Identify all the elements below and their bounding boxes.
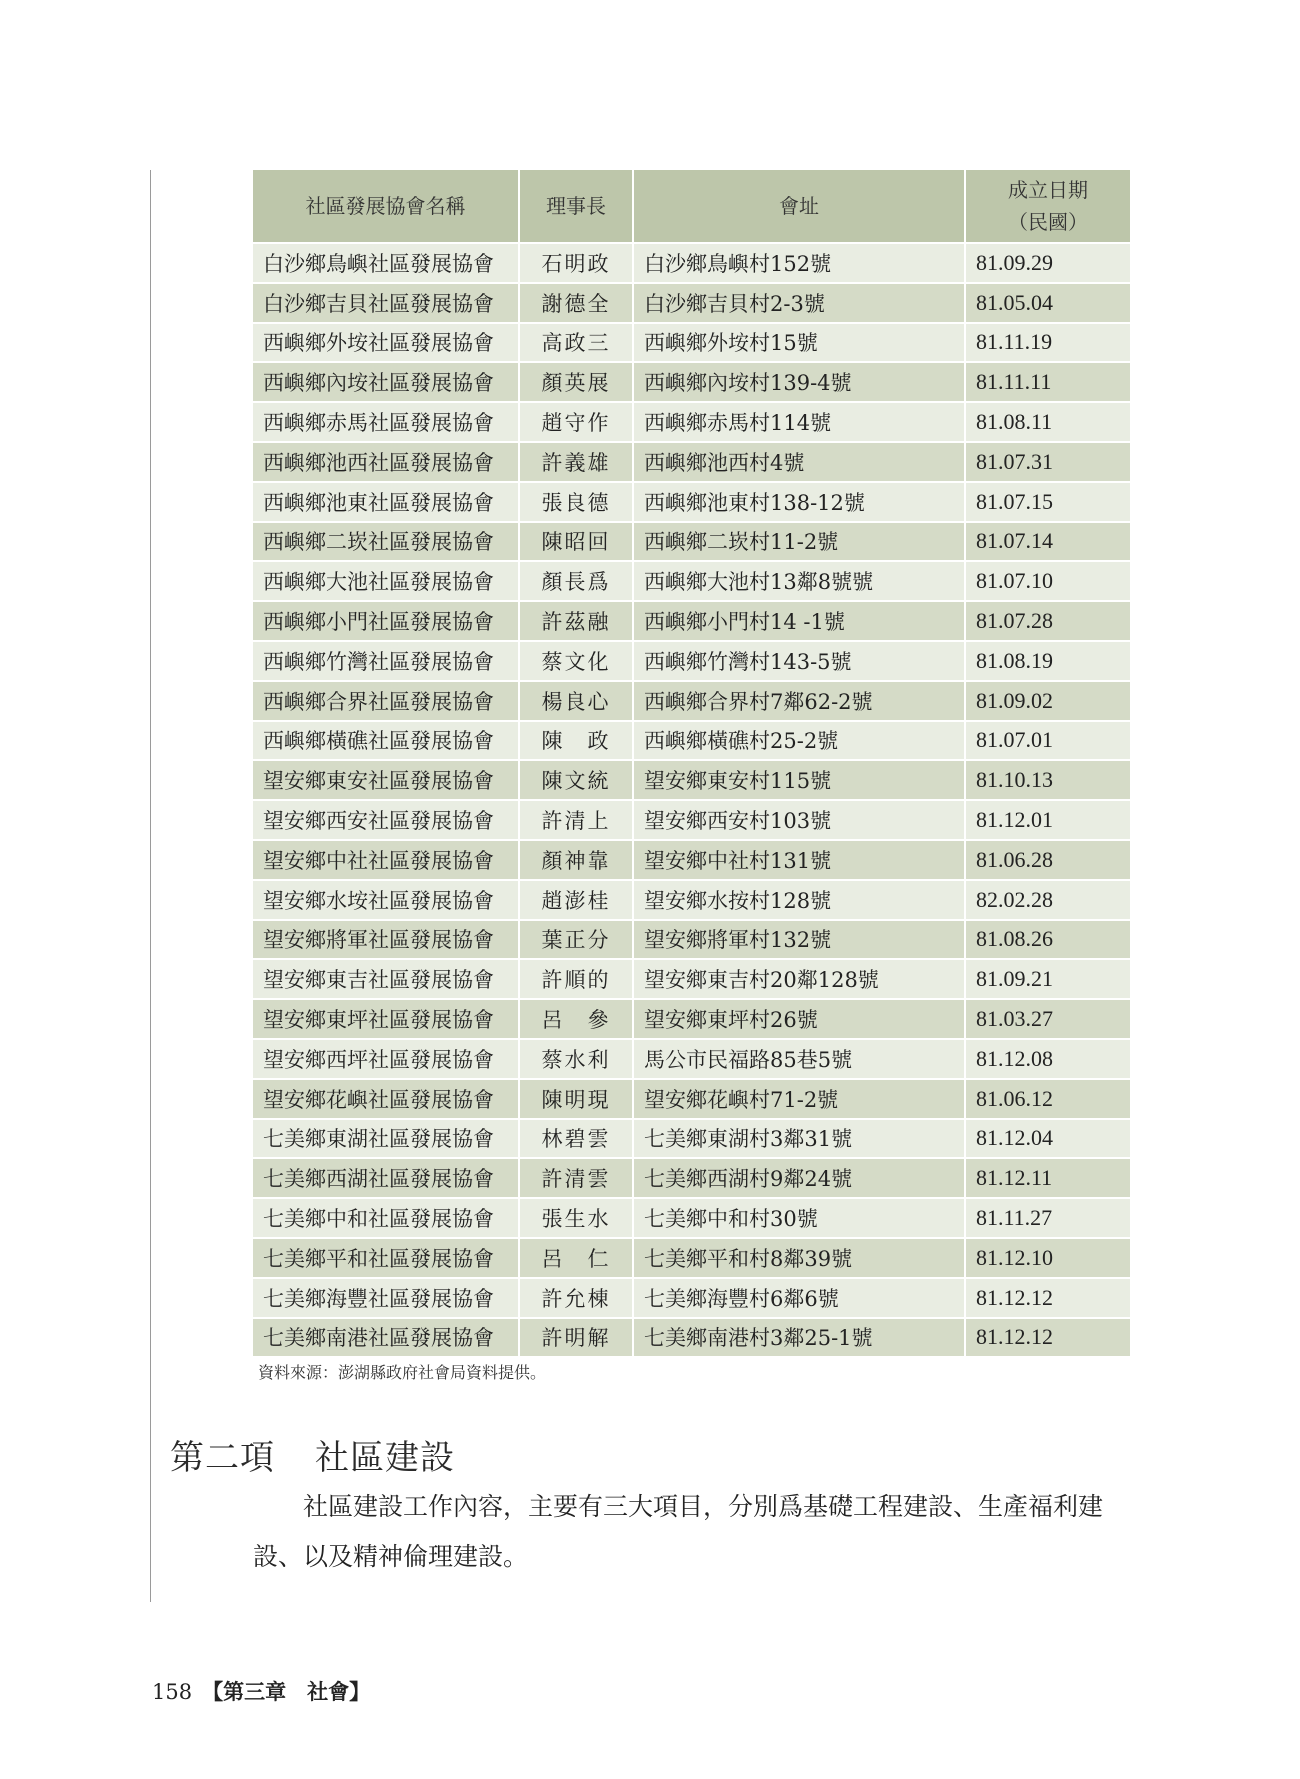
cell-name: 西嶼鄉大池社區發展協會 xyxy=(253,561,519,601)
cell-chairman: 蔡文化 xyxy=(519,641,633,681)
page-footer xyxy=(152,1676,370,1706)
table-row xyxy=(253,1318,1130,1357)
cell-chairman: 呂 參 xyxy=(519,999,633,1039)
body-paragraph xyxy=(253,1482,1133,1582)
cell-chairman: 石明政 xyxy=(519,243,633,283)
cell-chairman: 張良德 xyxy=(519,482,633,522)
cell-address: 望安鄉東吉村20鄰128號 xyxy=(633,959,965,999)
cell-address: 西嶼鄉池西村4號 xyxy=(633,442,965,482)
cell-date: 81.07.28 xyxy=(965,601,1130,641)
cell-address: 西嶼鄉池東村138-12號 xyxy=(633,482,965,522)
chapter-label: 【第三章 社會】 xyxy=(202,1679,371,1704)
cell-date: 81.08.26 xyxy=(965,920,1130,960)
table-row xyxy=(253,482,1130,522)
table-row xyxy=(253,681,1130,721)
source-note: 資料來源：澎湖縣政府社會局資料提供。 xyxy=(258,1363,547,1382)
cell-name: 望安鄉西安社區發展協會 xyxy=(253,800,519,840)
table-row xyxy=(253,1119,1130,1159)
cell-date: 81.12.12 xyxy=(965,1278,1130,1318)
cell-address: 西嶼鄉外垵村15號 xyxy=(633,323,965,363)
table-row xyxy=(253,880,1130,920)
cell-address: 望安鄉中社村131號 xyxy=(633,840,965,880)
cell-name: 西嶼鄉赤馬社區發展協會 xyxy=(253,402,519,442)
cell-chairman: 許順的 xyxy=(519,959,633,999)
table-row xyxy=(253,1198,1130,1238)
table-row xyxy=(253,840,1130,880)
cell-address: 七美鄉東湖村3鄰31號 xyxy=(633,1119,965,1159)
table-row xyxy=(253,800,1130,840)
table-body xyxy=(253,243,1130,1356)
cell-name: 望安鄉東吉社區發展協會 xyxy=(253,959,519,999)
cell-name: 西嶼鄉小門社區發展協會 xyxy=(253,601,519,641)
cell-chairman: 顏神靠 xyxy=(519,840,633,880)
section-number: 第二項 xyxy=(170,1438,275,1478)
cell-address: 望安鄉東坪村26號 xyxy=(633,999,965,1039)
cell-address: 白沙鄉鳥嶼村152號 xyxy=(633,243,965,283)
cell-name: 白沙鄉鳥嶼社區發展協會 xyxy=(253,243,519,283)
header-address: 會址 xyxy=(633,170,965,243)
paragraph-text: 社區建設工作內容，主要有三大項目，分別爲基礎工程建設、生產福利建設、以及精神倫理建設。 xyxy=(253,1492,1104,1571)
table-header-row xyxy=(253,170,1130,243)
cell-date: 81.12.11 xyxy=(965,1158,1130,1198)
cell-name: 望安鄉中社社區發展協會 xyxy=(253,840,519,880)
cell-name: 七美鄉海豐社區發展協會 xyxy=(253,1278,519,1318)
cell-date: 81.03.27 xyxy=(965,999,1130,1039)
cell-chairman: 謝德全 xyxy=(519,283,633,323)
cell-name: 西嶼鄉池東社區發展協會 xyxy=(253,482,519,522)
cell-name: 西嶼鄉橫礁社區發展協會 xyxy=(253,721,519,761)
header-chairman: 理事長 xyxy=(519,170,633,243)
cell-date: 81.09.02 xyxy=(965,681,1130,721)
cell-address: 七美鄉南港村3鄰25-1號 xyxy=(633,1318,965,1357)
cell-chairman: 顏英展 xyxy=(519,362,633,402)
table-row xyxy=(253,283,1130,323)
cell-date: 81.12.01 xyxy=(965,800,1130,840)
cell-chairman: 趙澎桂 xyxy=(519,880,633,920)
cell-address: 七美鄉海豐村6鄰6號 xyxy=(633,1278,965,1318)
table-row xyxy=(253,760,1130,800)
cell-name: 白沙鄉吉貝社區發展協會 xyxy=(253,283,519,323)
cell-name: 西嶼鄉內垵社區發展協會 xyxy=(253,362,519,402)
cell-name: 望安鄉西坪社區發展協會 xyxy=(253,1039,519,1079)
cell-name: 西嶼鄉合界社區發展協會 xyxy=(253,681,519,721)
cell-address: 西嶼鄉二崁村11-2號 xyxy=(633,522,965,562)
cell-address: 望安鄉水按村128號 xyxy=(633,880,965,920)
cell-name: 西嶼鄉外垵社區發展協會 xyxy=(253,323,519,363)
header-name: 社區發展協會名稱 xyxy=(253,170,519,243)
cell-date: 81.12.10 xyxy=(965,1238,1130,1278)
cell-name: 七美鄉西湖社區發展協會 xyxy=(253,1158,519,1198)
cell-name: 西嶼鄉竹灣社區發展協會 xyxy=(253,641,519,681)
cell-chairman: 許義雄 xyxy=(519,442,633,482)
cell-address: 七美鄉西湖村9鄰24號 xyxy=(633,1158,965,1198)
cell-name: 七美鄉中和社區發展協會 xyxy=(253,1198,519,1238)
cell-chairman: 許清上 xyxy=(519,800,633,840)
table-row xyxy=(253,362,1130,402)
cell-name: 望安鄉花嶼社區發展協會 xyxy=(253,1079,519,1119)
table-row xyxy=(253,999,1130,1039)
cell-name: 西嶼鄉池西社區發展協會 xyxy=(253,442,519,482)
cell-date: 81.12.12 xyxy=(965,1318,1130,1357)
cell-address: 白沙鄉吉貝村2-3號 xyxy=(633,283,965,323)
cell-chairman: 林碧雲 xyxy=(519,1119,633,1159)
cell-chairman: 陳明現 xyxy=(519,1079,633,1119)
cell-date: 81.09.29 xyxy=(965,243,1130,283)
cell-name: 七美鄉東湖社區發展協會 xyxy=(253,1119,519,1159)
cell-name: 望安鄉水垵社區發展協會 xyxy=(253,880,519,920)
cell-chairman: 高政三 xyxy=(519,323,633,363)
table-row xyxy=(253,920,1130,960)
table-row xyxy=(253,561,1130,601)
header-date-line1: 成立日期 xyxy=(1008,178,1088,202)
table-row xyxy=(253,641,1130,681)
table-row xyxy=(253,1158,1130,1198)
cell-date: 81.07.15 xyxy=(965,482,1130,522)
cell-address: 西嶼鄉竹灣村143-5號 xyxy=(633,641,965,681)
cell-date: 81.11.27 xyxy=(965,1198,1130,1238)
cell-date: 81.08.11 xyxy=(965,402,1130,442)
cell-chairman: 陳文統 xyxy=(519,760,633,800)
cell-date: 81.11.11 xyxy=(965,362,1130,402)
cell-address: 望安鄉將軍村132號 xyxy=(633,920,965,960)
table-row xyxy=(253,1278,1130,1318)
cell-date: 81.06.28 xyxy=(965,840,1130,880)
cell-date: 81.05.04 xyxy=(965,283,1130,323)
table-row xyxy=(253,601,1130,641)
cell-chairman: 陳昭回 xyxy=(519,522,633,562)
cell-chairman: 蔡水利 xyxy=(519,1039,633,1079)
section-title: 社區建設 xyxy=(315,1438,455,1478)
cell-chairman: 許清雲 xyxy=(519,1158,633,1198)
cell-date: 81.08.19 xyxy=(965,641,1130,681)
cell-date: 81.11.19 xyxy=(965,323,1130,363)
table-row xyxy=(253,402,1130,442)
table-row xyxy=(253,522,1130,562)
cell-chairman: 葉正分 xyxy=(519,920,633,960)
page-number: 158 xyxy=(152,1680,193,1704)
cell-name: 七美鄉平和社區發展協會 xyxy=(253,1238,519,1278)
table-row xyxy=(253,721,1130,761)
cell-address: 望安鄉花嶼村71-2號 xyxy=(633,1079,965,1119)
cell-chairman: 趙守作 xyxy=(519,402,633,442)
cell-chairman: 楊良心 xyxy=(519,681,633,721)
table-row xyxy=(253,442,1130,482)
cell-chairman: 許允棟 xyxy=(519,1278,633,1318)
cell-name: 望安鄉東安社區發展協會 xyxy=(253,760,519,800)
table-row xyxy=(253,323,1130,363)
cell-date: 81.07.31 xyxy=(965,442,1130,482)
table-row xyxy=(253,1238,1130,1278)
header-date-line2: （民國） xyxy=(1008,210,1088,234)
table-row xyxy=(253,243,1130,283)
cell-chairman: 陳 政 xyxy=(519,721,633,761)
cell-chairman: 許茲融 xyxy=(519,601,633,641)
cell-address: 七美鄉中和村30號 xyxy=(633,1198,965,1238)
cell-address: 西嶼鄉橫礁村25-2號 xyxy=(633,721,965,761)
cell-chairman: 顏長爲 xyxy=(519,561,633,601)
header-founding-date xyxy=(965,170,1130,243)
cell-address: 西嶼鄉赤馬村114號 xyxy=(633,402,965,442)
cell-chairman: 張生水 xyxy=(519,1198,633,1238)
cell-chairman: 許明解 xyxy=(519,1318,633,1357)
cell-address: 馬公市民福路85巷5號 xyxy=(633,1039,965,1079)
cell-date: 81.09.21 xyxy=(965,959,1130,999)
cell-address: 望安鄉西安村103號 xyxy=(633,800,965,840)
table-row xyxy=(253,959,1130,999)
cell-date: 81.12.08 xyxy=(965,1039,1130,1079)
cell-address: 西嶼鄉合界村7鄰62-2號 xyxy=(633,681,965,721)
cell-chairman: 呂 仁 xyxy=(519,1238,633,1278)
table-row xyxy=(253,1079,1130,1119)
cell-address: 西嶼鄉小門村14 -1號 xyxy=(633,601,965,641)
cell-address: 西嶼鄉內垵村139-4號 xyxy=(633,362,965,402)
cell-date: 81.10.13 xyxy=(965,760,1130,800)
margin-rule xyxy=(150,170,151,1602)
table-row xyxy=(253,1039,1130,1079)
cell-name: 望安鄉將軍社區發展協會 xyxy=(253,920,519,960)
cell-name: 望安鄉東坪社區發展協會 xyxy=(253,999,519,1039)
cell-address: 望安鄉東安村115號 xyxy=(633,760,965,800)
section-heading xyxy=(170,1430,455,1479)
cell-address: 西嶼鄉大池村13鄰8號號 xyxy=(633,561,965,601)
cell-date: 82.02.28 xyxy=(965,880,1130,920)
cell-date: 81.07.14 xyxy=(965,522,1130,562)
community-association-table xyxy=(253,170,1130,1356)
cell-date: 81.07.01 xyxy=(965,721,1130,761)
cell-address: 七美鄉平和村8鄰39號 xyxy=(633,1238,965,1278)
cell-name: 七美鄉南港社區發展協會 xyxy=(253,1318,519,1357)
cell-date: 81.12.04 xyxy=(965,1119,1130,1159)
cell-date: 81.07.10 xyxy=(965,561,1130,601)
cell-name: 西嶼鄉二崁社區發展協會 xyxy=(253,522,519,562)
cell-date: 81.06.12 xyxy=(965,1079,1130,1119)
